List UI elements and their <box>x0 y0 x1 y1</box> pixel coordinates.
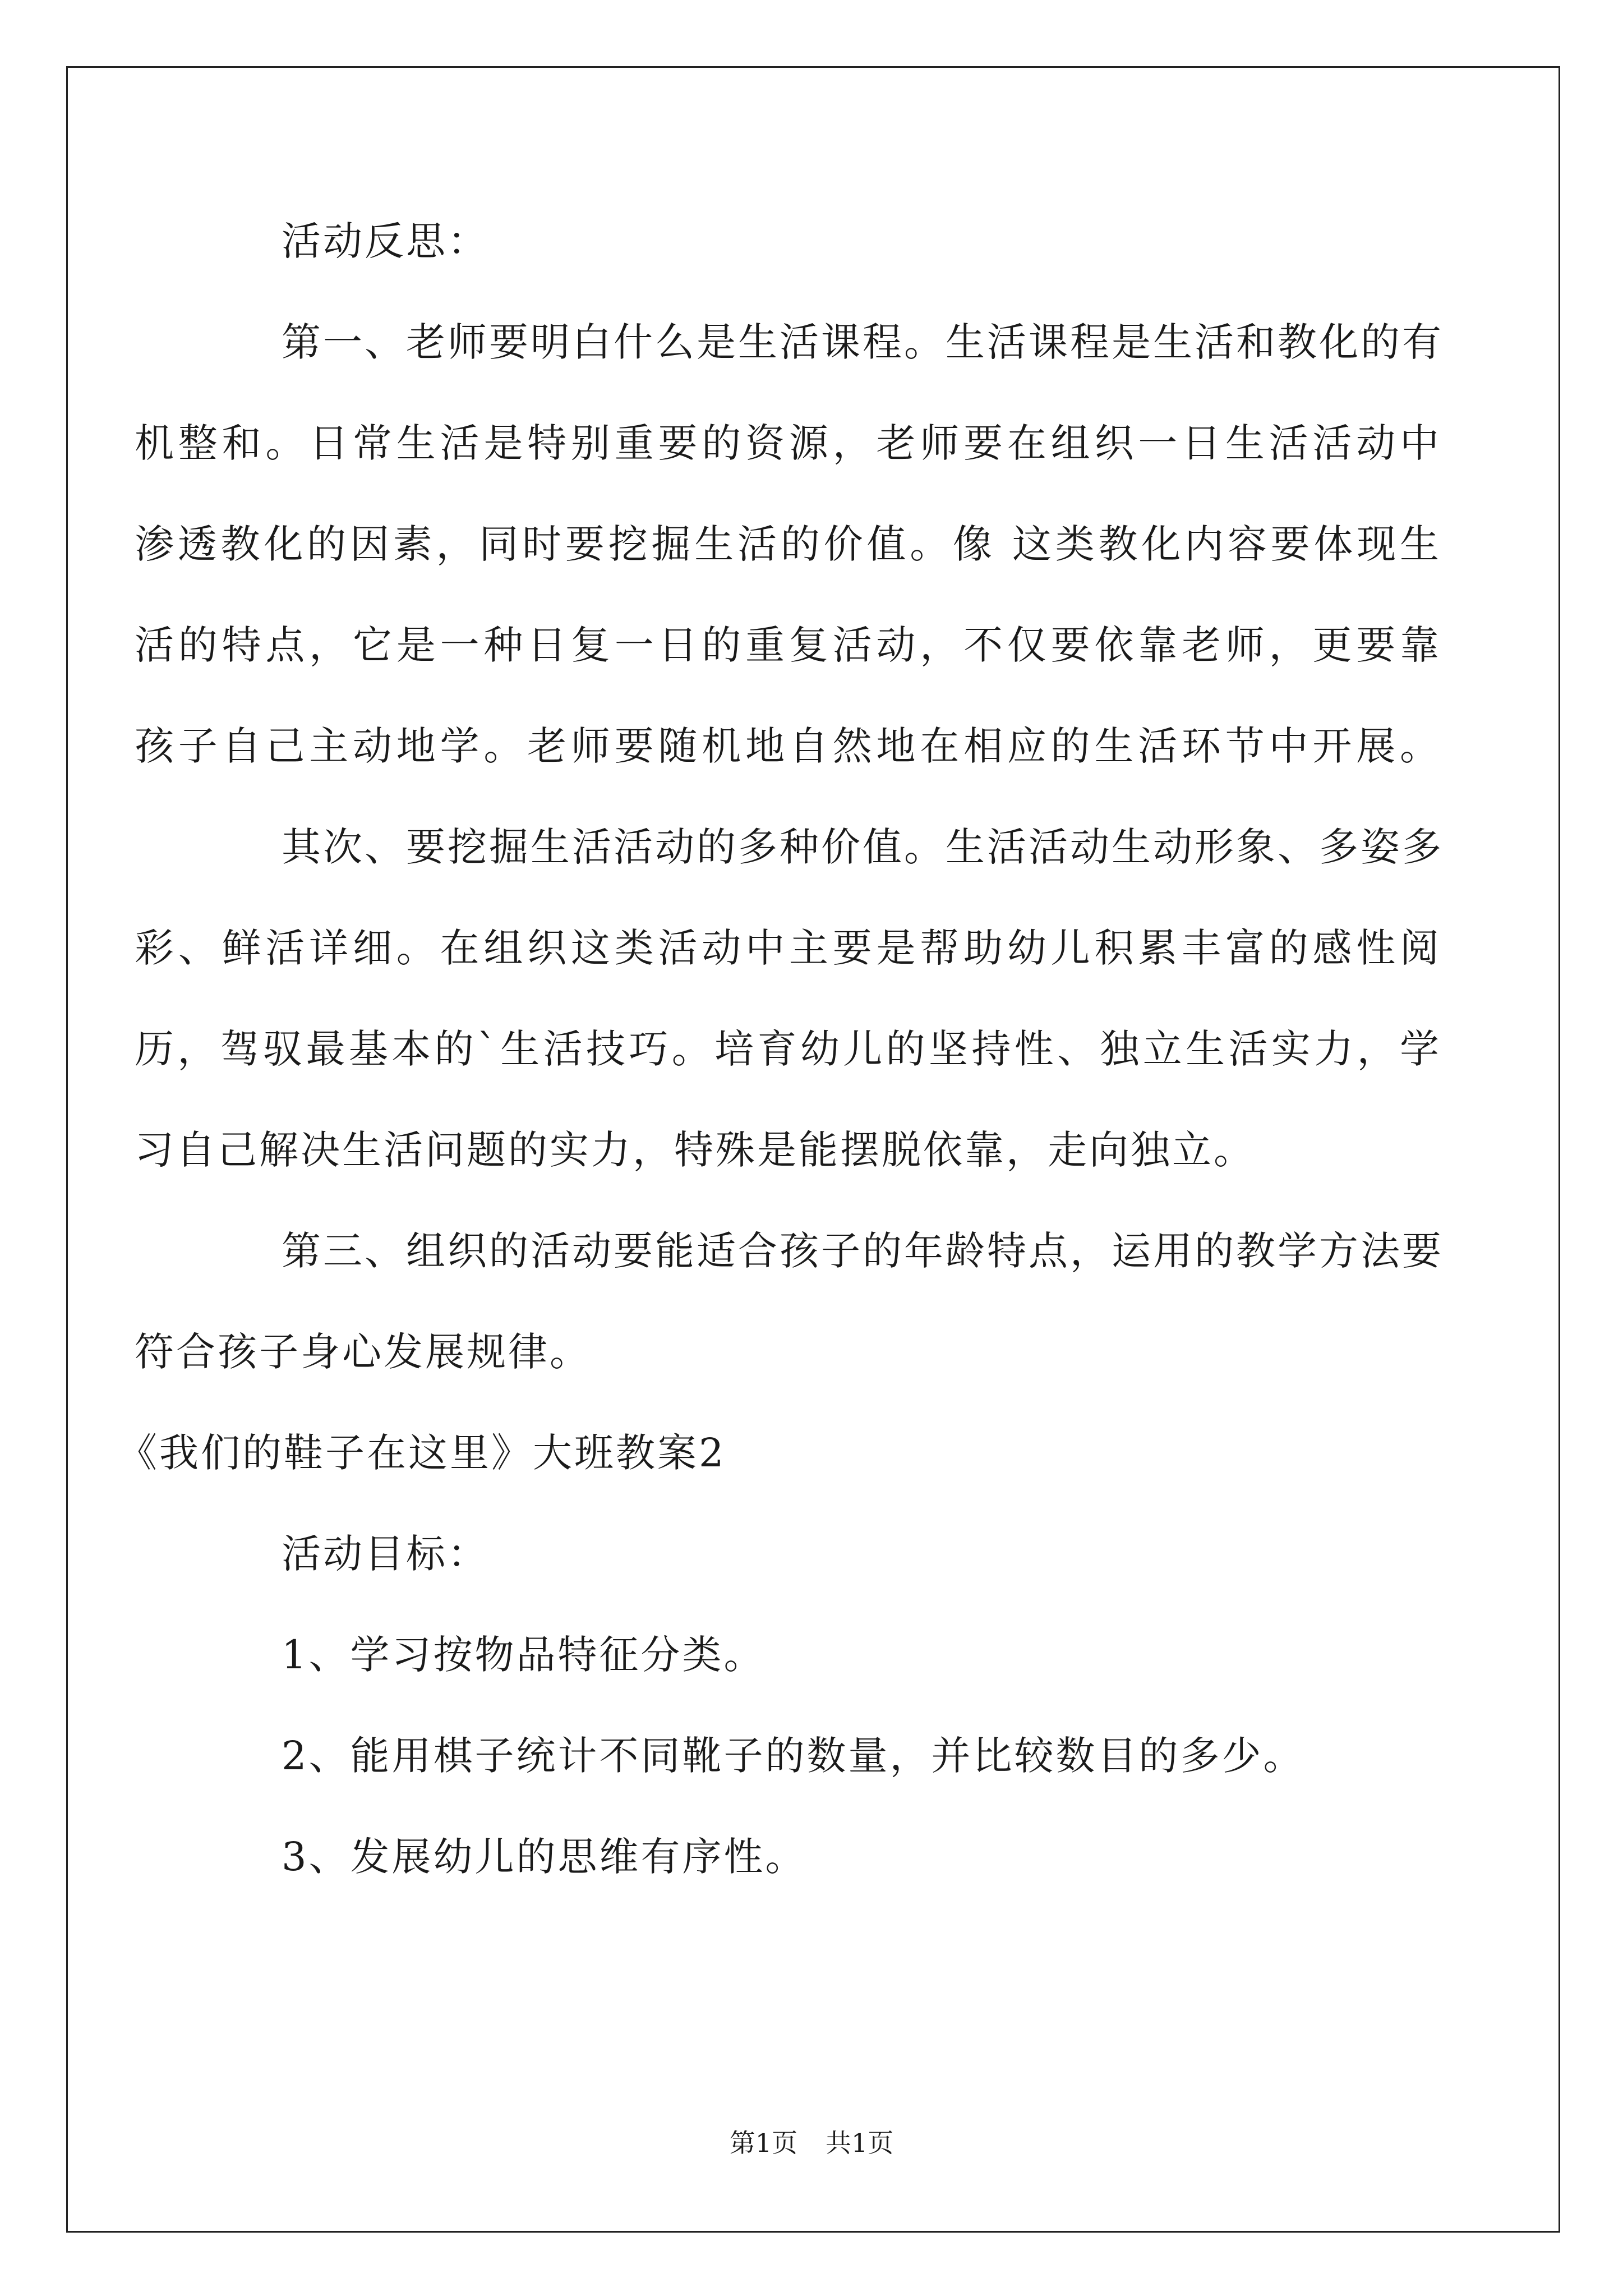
paragraph-line: 符合孩子身心发展规律。 <box>135 1329 591 1375</box>
paragraph-line: 渗透教化的因素，同时要挖掘生活的价值。像 这类教化内容要体现生 <box>135 521 1441 567</box>
paragraph-line: 习自己解决生活问题的实力，特殊是能摆脱依靠，走向独立。 <box>135 1127 1255 1173</box>
paragraph-line: 活的特点，它是一种日复一日的重复活动，不仅要依靠老师，更要靠 <box>135 622 1441 668</box>
heading-goals: 活动目标： <box>282 1531 489 1577</box>
paragraph-line: 历，驾驭最基本的`生活技巧。培育幼儿的坚持性、独立生活实力，学 <box>135 1026 1441 1072</box>
paragraph-line: 第三、组织的活动要能适合孩子的年龄特点，运用的教学方法要 <box>282 1228 1444 1274</box>
goal-item: 1、学习按物品特征分类。 <box>282 1632 766 1678</box>
paragraph-line: 彩、鲜活详细。在组织这类活动中主要是帮助幼儿积累丰富的感性阅 <box>135 925 1441 971</box>
goal-item: 2、能用棋子统计不同靴子的数量，并比较数目的多少。 <box>282 1733 1305 1779</box>
paragraph-line: 机整和。日常生活是特别重要的资源，老师要在组织一日生活活动中 <box>135 420 1441 466</box>
paragraph-line: 第一、老师要明白什么是生活课程。生活课程是生活和教化的有 <box>282 319 1444 365</box>
page-count: 共1页 <box>826 2128 894 2158</box>
page-footer <box>0 2126 1623 2160</box>
paragraph-line: 其次、要挖掘生活活动的多种价值。生活活动生动形象、多姿多 <box>282 824 1444 870</box>
page-number: 第1页 <box>729 2128 797 2158</box>
paragraph-line: 孩子自己主动地学。老师要随机地自然地在相应的生活环节中开展。 <box>135 723 1441 769</box>
heading-reflection: 活动反思： <box>282 218 489 264</box>
goal-item: 3、发展幼儿的思维有序性。 <box>282 1834 807 1880</box>
section-title: 《我们的鞋子在这里》大班教案2 <box>118 1430 726 1476</box>
